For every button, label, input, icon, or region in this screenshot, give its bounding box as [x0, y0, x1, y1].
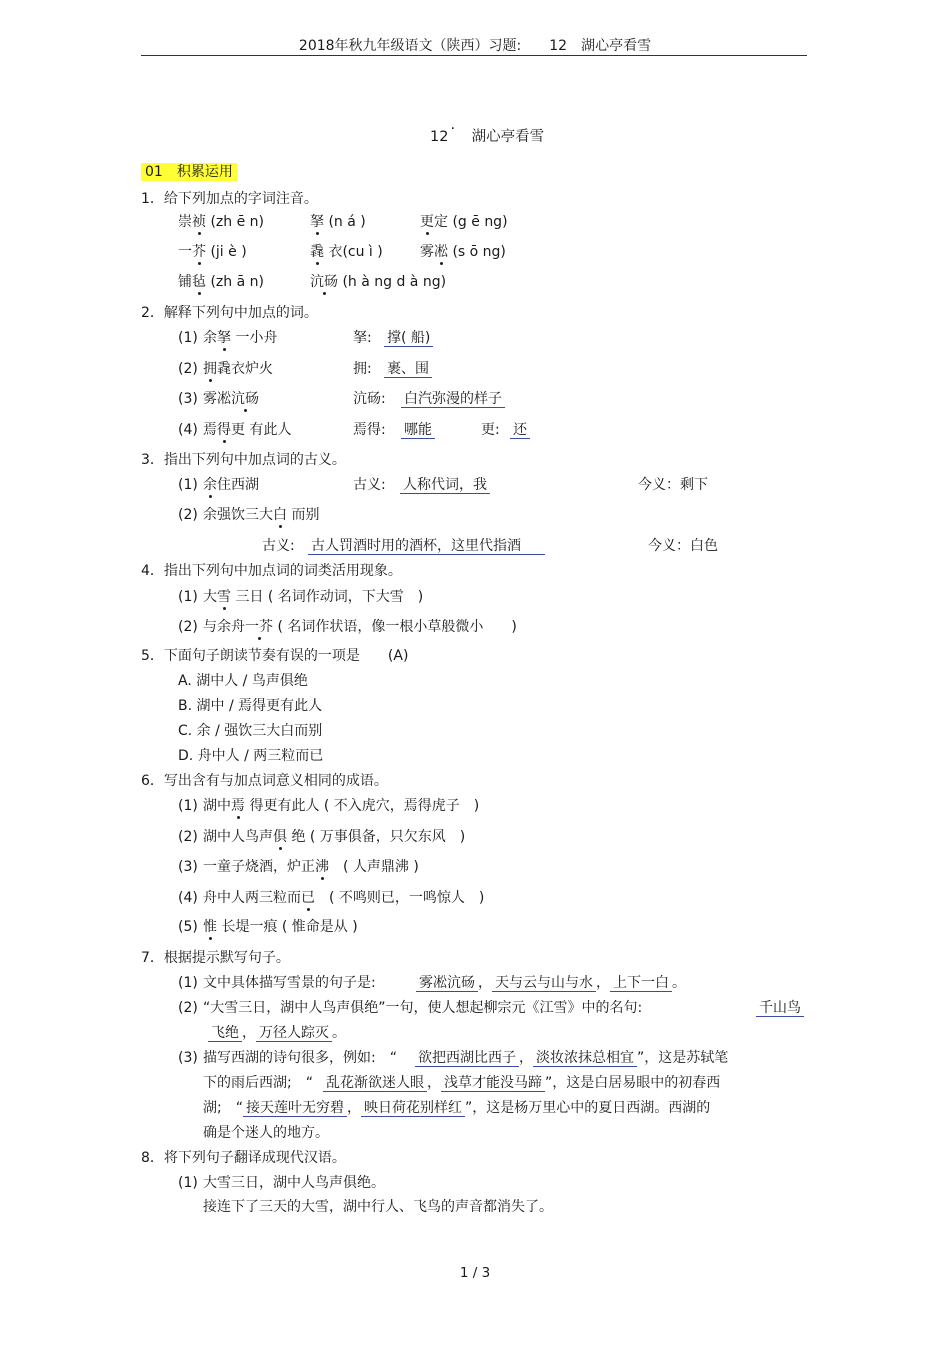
choice-option: A. 湖中人 / 鸟声俱绝 [178, 673, 308, 689]
term-label: 更: [481, 422, 500, 438]
term-label: 古义: [353, 477, 386, 493]
poem-line: 描写西湖的诗句很多，例如: “ 欲把西湖比西子 ， 淡妆浓抹总相宜 ”，这是苏轼笔 [203, 1050, 729, 1066]
item-number: (2) [178, 507, 198, 523]
item-number: (4) [178, 890, 198, 906]
question-stem: 7．根据提示默写句子。 [141, 950, 290, 966]
translation-answer: 接连下了三天的大雪，湖中行人、飞鸟的声音都消失了。 [203, 1199, 553, 1215]
item-number: (1) [178, 1175, 198, 1191]
answer: 白汽弥漫的样子 [401, 390, 505, 408]
item-number: (4) [178, 422, 198, 438]
header-rule [141, 55, 807, 56]
item-number: (2) [178, 619, 198, 635]
sentence: 拥毳衣炉火 [203, 361, 273, 377]
pinyin-item: 一芥 (ji è ) [178, 244, 247, 260]
pinyin-item: 拏 (n á ) [310, 214, 366, 230]
question-stem: 4．指出下列句中加点词的词类活用现象。 [141, 563, 402, 579]
term-label: 古义: [262, 538, 295, 554]
sentence: 湖中人鸟声俱 绝 ( 万事俱备，只欠东风 ) [203, 829, 466, 845]
prompt: “大雪三日，湖中人鸟声俱绝”一句，使人想起柳宗元《江雪》中的名句: [203, 1000, 643, 1016]
sentence: 大雪三日，湖中人鸟声俱绝。 [203, 1175, 385, 1191]
pinyin-item: 雾凇 (s ō ng) [420, 244, 506, 260]
choice-option: C. 余 / 强饮三大白而别 [178, 723, 323, 739]
item-number: (1) [178, 975, 198, 991]
sentence: 余强饮三大白 而别 [203, 507, 320, 523]
choice-option: B. 湖中 / 焉得更有此人 [178, 698, 323, 714]
item-number: (2) [178, 361, 198, 377]
term-label: 拏: [353, 330, 372, 346]
section-heading: 01 积累运用 [141, 163, 237, 181]
answer: 千山鸟 [756, 999, 804, 1017]
item-number: (5) [178, 919, 198, 935]
pinyin-item: 崇祯 (zh ē n) [178, 214, 264, 230]
term-label: 焉得: [353, 422, 386, 438]
pinyin-item: 铺毡 (zh ā n) [178, 274, 264, 290]
answer: 撑( 船) [384, 329, 433, 347]
modern-meaning: 今义：剩下 [638, 477, 708, 493]
running-header: 2018年秋九年级语文（陕西）习题: 12 湖心亭看雪 [298, 38, 652, 54]
answer-line: 飞绝 ， 万径人踪灭 。 [208, 1024, 346, 1042]
item-number: (3) [178, 391, 198, 407]
choice-option: D. 舟中人 / 两三粒而已 [178, 748, 324, 764]
sentence: 惟 长堤一痕 ( 惟命是从 ) [203, 919, 358, 935]
pinyin-item: 沆砀 (h à ng d à ng) [310, 274, 447, 290]
sentence: 余拏 一小舟 [203, 330, 278, 346]
question-stem: 1．给下列加点的字词注音。 [141, 191, 318, 207]
question-stem: 2．解释下列句中加点的词。 [141, 305, 318, 321]
sentence: 雾凇沆砀 [203, 391, 259, 407]
question-stem: 8．将下列句子翻译成现代汉语。 [141, 1150, 346, 1166]
answer: 古人罚酒时用的酒杯，这里代指酒 [308, 537, 545, 555]
answer: 裹、围 [384, 360, 432, 378]
question-stem: 6．写出含有与加点词意义相同的成语。 [141, 773, 388, 789]
sentence: 与余舟一芥 ( 名词作状语，像一根小草般微小 ) [203, 619, 517, 635]
item-number: (1) [178, 330, 198, 346]
question-stem: 5．下面句子朗读节奏有误的一项是 (A) [141, 648, 409, 664]
item-number: (3) [178, 1050, 198, 1066]
item-number: (2) [178, 1000, 198, 1016]
sentence: 一童子烧酒，炉正沸 ( 人声鼎沸 ) [203, 859, 419, 875]
pinyin-item: 毳 衣(cu ì ) [310, 244, 383, 260]
page-number: 1 / 3 [459, 1265, 491, 1281]
answer: 哪能 [401, 421, 435, 439]
pinyin-item: 更定 (g ē ng) [420, 214, 508, 230]
sentence: 大雪 三日 ( 名词作动词，下大雪 ) [203, 589, 424, 605]
prompt: 文中具体描写雪景的句子是: [203, 975, 376, 991]
item-number: (3) [178, 859, 198, 875]
lesson-number: 12 [430, 129, 449, 145]
answer: 人称代词，我 [400, 476, 490, 494]
answer-line: 雾凇沆砀 ， 天与云与山与水 ， 上下一白 。 [416, 974, 686, 992]
sentence: 焉得更 有此人 [203, 422, 292, 438]
poem-line: 湖; “ 接天莲叶无穷碧 ， 映日荷花别样红 ”，这是杨万里心中的夏日西湖。西湖的 [203, 1100, 711, 1116]
item-number: (1) [178, 477, 198, 493]
title-mark: · [450, 121, 456, 137]
term-label: 沆砀: [353, 391, 386, 407]
poem-line: 下的雨后西湖; “ 乱花渐欲迷人眼 ， 浅草才能没马蹄 ”，这是白居易眼中的初春西 [203, 1075, 721, 1091]
lesson-title-text: 湖心亭看雪 [471, 129, 545, 145]
item-number: (2) [178, 829, 198, 845]
term-label: 拥: [353, 361, 372, 377]
sentence: 舟中人两三粒而已 ( 不鸣则已，一鸣惊人 ) [203, 890, 485, 906]
sentence: 余住西湖 [203, 477, 259, 493]
lesson-title [430, 121, 545, 146]
answer: 还 [510, 421, 530, 439]
poem-line: 确是个迷人的地方。 [203, 1125, 329, 1141]
item-number: (1) [178, 589, 198, 605]
modern-meaning: 今义：白色 [648, 538, 718, 554]
item-number: (1) [178, 798, 198, 814]
question-stem: 3．指出下列句中加点词的古义。 [141, 452, 346, 468]
sentence: 湖中焉 得更有此人 ( 不入虎穴，焉得虎子 ) [203, 798, 480, 814]
